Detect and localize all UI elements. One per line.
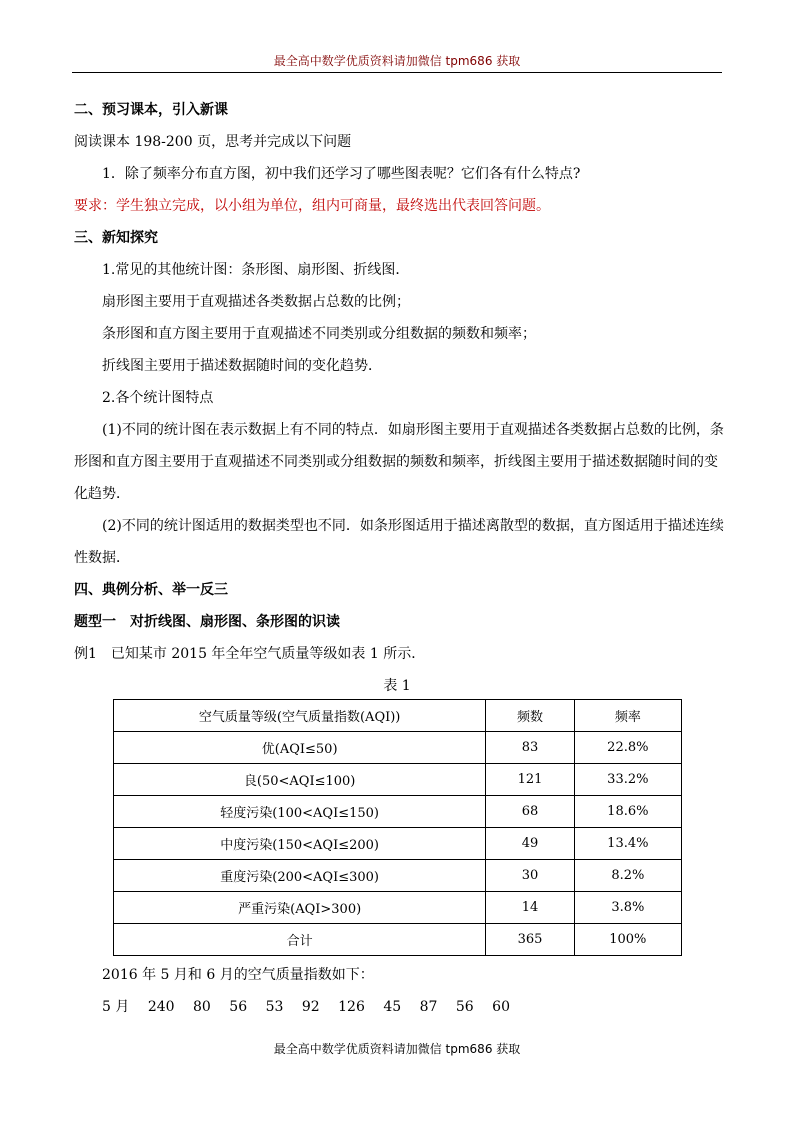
table-row [114,860,682,892]
paragraph: 形图和直方图主要用于直观描述不同类别或分组数据的频数和频率，折线图主要用于描述数据随时间的变 [74,454,718,470]
table-cell: 49 [486,828,574,860]
table-cell: 3.8% [574,892,681,924]
table-cell: 18.6% [574,796,681,828]
aqi-frequency-table [113,699,682,956]
table-cell: 30 [486,860,574,892]
aqi-value: 87 [419,999,438,1015]
aqi-value: 92 [301,999,320,1015]
example-1: 例1 已知某市 2015 年全年空气质量等级如表 1 所示． [74,646,426,662]
table-caption: 表 1 [383,678,411,694]
table-row [114,732,682,764]
table-cell: 良(50<AQI≤100) [114,764,486,796]
paragraph: 阅读课本 198-200 页，思考并完成以下问题 [74,134,352,150]
may-aqi-data [102,997,724,1017]
paragraph: (2)不同的统计图适用的数据类型也不同．如条形图适用于描述离散型的数据，直方图适用于描述连续 [102,518,724,534]
paragraph: 扇形图主要用于直观描述各类数据占总数的比例； [102,294,410,310]
table-cell: 轻度污染(100<AQI≤150) [114,796,486,828]
paragraph: 1.常见的其他统计图：条形图、扇形图、折线图． [102,262,410,278]
header-rule [72,72,722,73]
aqi-value: 60 [492,999,510,1015]
aqi-value: 53 [265,999,284,1015]
section-heading-3: 三、新知探究 [74,230,158,246]
table-cell: 严重污染(AQI>300) [114,892,486,924]
table-cell: 22.8% [574,732,681,764]
aqi-value: 126 [338,999,365,1015]
page-footer: 最全高中数学优质资料请加微信 tpm686 获取 [273,1042,521,1056]
aqi-value: 45 [383,999,402,1015]
table-row [114,828,682,860]
table-row [114,892,682,924]
table-cell: 100% [574,924,681,956]
question-1: 1．除了频率分布直方图，初中我们还学习了哪些图表呢？它们各有什么特点? [102,166,581,182]
table-cell: 83 [486,732,574,764]
table-cell: 合计 [114,924,486,956]
aqi-value: 56 [455,999,474,1015]
paragraph: (1)不同的统计图在表示数据上有不同的特点．如扇形图主要用于直观描述各类数据占总数的比例，条 [102,422,724,438]
table-header: 频数 [486,700,574,732]
table-row [114,796,682,828]
month-label: 5 月 [102,999,130,1015]
paragraph: 2.各个统计图特点 [102,390,214,406]
section-heading-4: 四、典例分析、举一反三 [74,582,228,598]
paragraph: 性数据． [74,550,130,566]
aqi-value: 240 [147,999,175,1015]
problem-type-heading: 题型一 对折线图、扇形图、条形图的识读 [74,614,340,630]
table-total-row [114,924,682,956]
aqi-value: 56 [229,999,248,1015]
section-heading-2: 二、预习课本，引入新课 [74,102,228,118]
table-cell: 中度污染(150<AQI≤200) [114,828,486,860]
table-cell: 8.2% [574,860,681,892]
table-cell: 14 [486,892,574,924]
table-cell: 121 [486,764,574,796]
table-cell: 68 [486,796,574,828]
table-cell: 重度污染(200<AQI≤300) [114,860,486,892]
requirement-note: 要求：学生独立完成，以小组为单位，组内可商量，最终选出代表回答问题。 [74,198,550,214]
table-row [114,764,682,796]
paragraph: 化趋势． [74,486,130,502]
table-cell: 13.4% [574,828,681,860]
table-cell: 33.2% [574,764,681,796]
table-header: 空气质量等级(空气质量指数(AQI)) [114,700,486,732]
paragraph: 折线图主要用于描述数据随时间的变化趋势． [102,358,382,374]
table-header-row [114,700,682,732]
table-cell: 365 [486,924,574,956]
table-header: 频率 [574,700,681,732]
page-header: 最全高中数学优质资料请加微信 tpm686 获取 [273,54,521,68]
table-cell: 优(AQI≤50) [114,732,486,764]
paragraph: 2016 年 5 月和 6 月的空气质量指数如下： [102,967,374,983]
paragraph: 条形图和直方图主要用于直观描述不同类别或分组数据的频数和频率； [102,326,536,342]
aqi-value: 80 [193,999,211,1015]
